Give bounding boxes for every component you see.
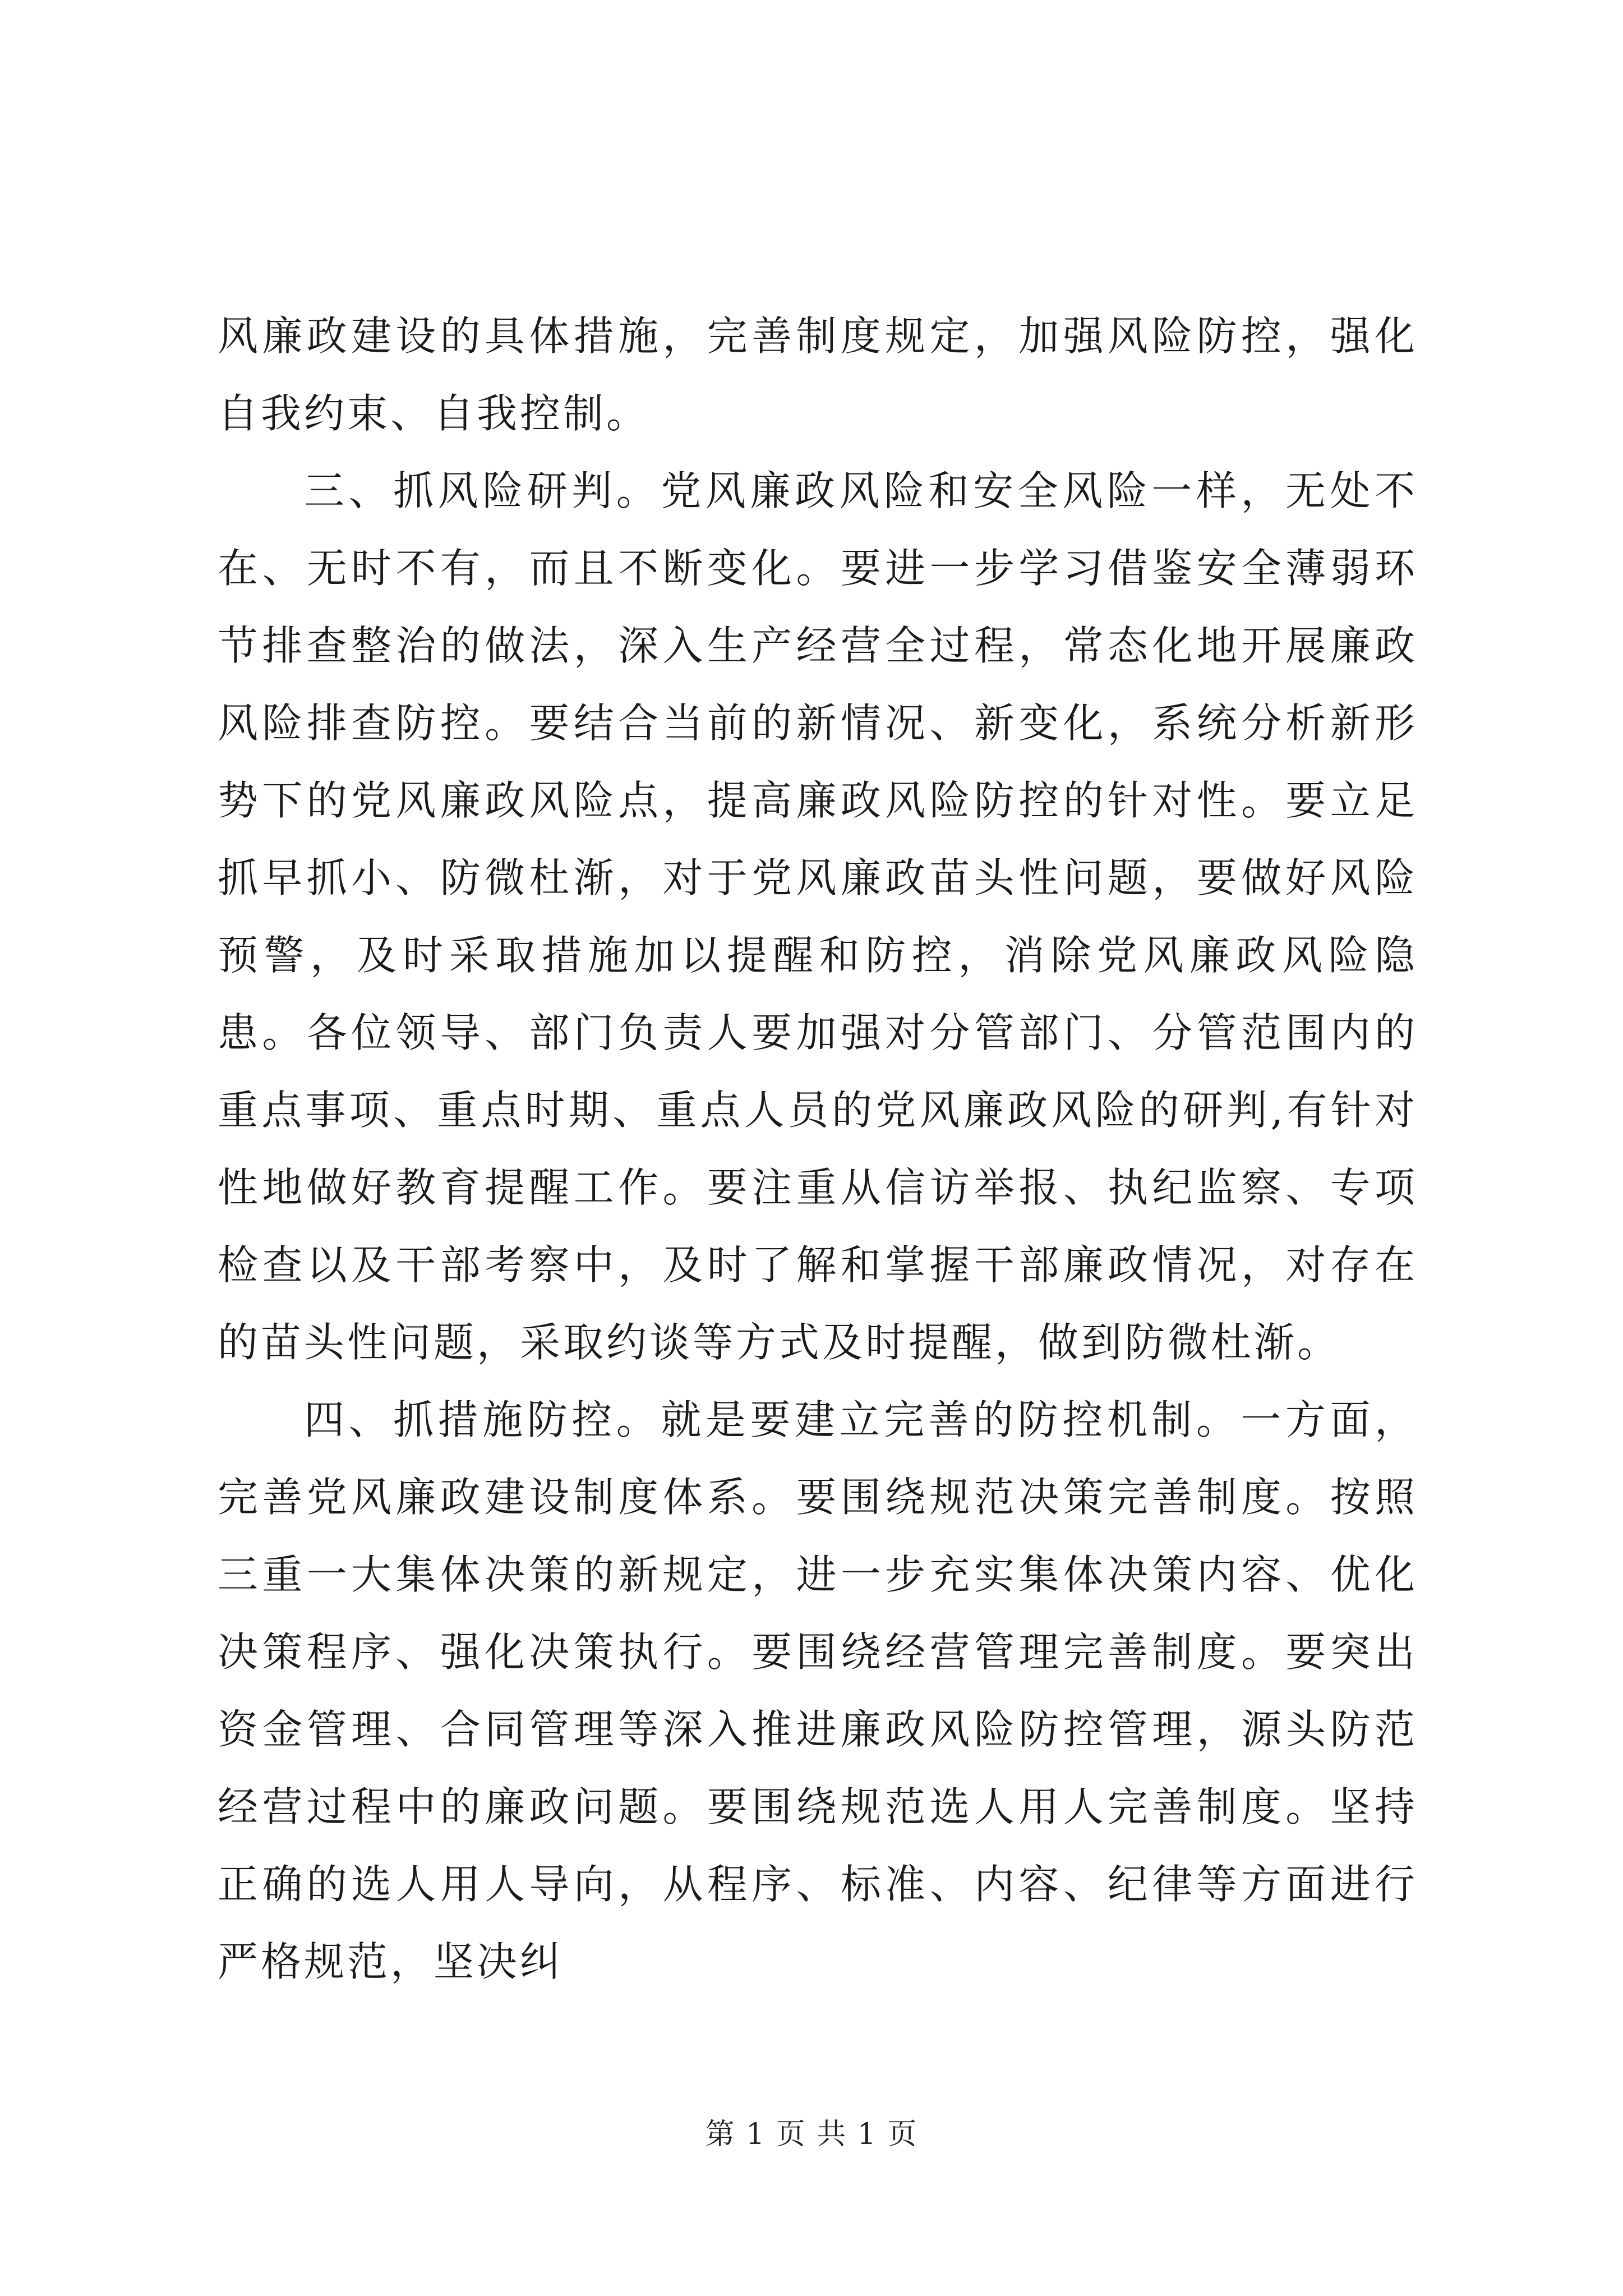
- paragraph-measures-control: 四、抓措施防控。就是要建立完善的防控机制。一方面，完善党风廉政建设制度体系。要围绕规范决策完善制度。按照三重一大集体决策的新规定，进一步充实集体决策内容、优化决策程序、强化决策执行。要围绕经营管理完善制度。要突出资金管理、合同管理等深入推进廉政风险防控管理，源头防范经营过程中的廉政问题。要围绕规范选人用人完善制度。坚持正确的选人用人导向，从程序、标准、内容、纪律等方面进行严格规范，坚决纠: [218, 1396, 1418, 1985]
- paragraph-continuation: 风廉政建设的具体措施，完善制度规定，加强风险防控，强化自我约束、自我控制。: [218, 312, 1418, 437]
- page-footer: 第 1 页 共 1 页: [705, 2118, 918, 2151]
- document-body: [218, 297, 1418, 2000]
- paragraph-risk-assessment: 三、抓风险研判。党风廉政风险和安全风险一样，无处不在、无时不有，而且不断变化。要进一步学习借鉴安全薄弱环节排查整治的做法，深入生产经营全过程，常态化地开展廉政风险排查防控。要结合当前的新情况、新变化，系统分析新形势下的党风廉政风险点，提高廉政风险防控的针对性。要立足抓早抓小、防微杜渐，对于党风廉政苗头性问题，要做好风险预警，及时采取措施加以提醒和防控，消除党风廉政风险隐患。各位领导、部门负责人要加强对分管部门、分管范围内的重点事项、重点时期、重点人员的党风廉政风险的研判,有针对性地做好教育提醒工作。要注重从信访举报、执纪监察、专项检查以及干部考察中，及时了解和掌握干部廉政情况，对存在的苗头性问题，采取约谈等方式及时提醒，做到防微杜渐。: [218, 467, 1418, 1366]
